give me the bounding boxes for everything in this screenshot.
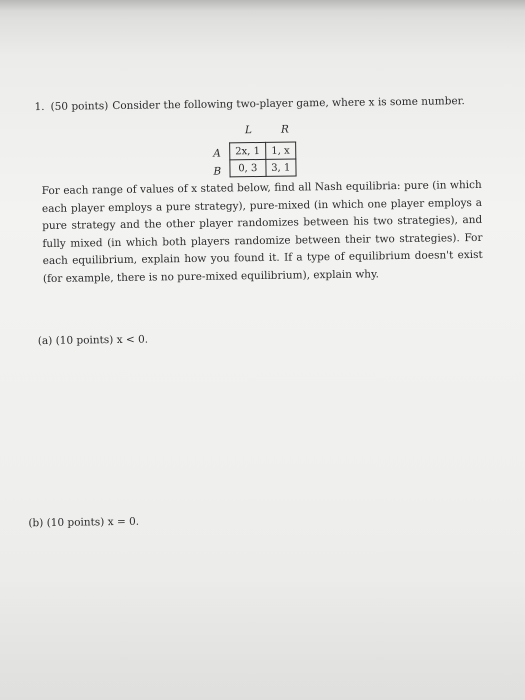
part-b bbox=[28, 516, 139, 530]
part-b-condition: x = 0. bbox=[107, 515, 140, 529]
payoff-table bbox=[229, 141, 296, 177]
cell-a-r: 1, x bbox=[265, 142, 295, 159]
cell-b-l: 0, 3 bbox=[230, 159, 266, 176]
question-points: (50 points) bbox=[50, 100, 109, 113]
part-a-points: (10 points) bbox=[55, 334, 114, 347]
table-row bbox=[230, 142, 296, 160]
part-b-label: (b) bbox=[28, 517, 44, 530]
cell-a-l: 2x, 1 bbox=[230, 142, 266, 159]
part-a-condition: x < 0. bbox=[116, 333, 149, 346]
question-header bbox=[34, 93, 465, 115]
part-a bbox=[38, 334, 148, 348]
row-label-a: A bbox=[213, 147, 221, 160]
column-header-l: L bbox=[244, 124, 252, 137]
bottom-vignette bbox=[0, 580, 525, 700]
instructions-paragraph: For each range of values of x stated below, find all Nash equilibria: pure (in which each player employs a pure strategy), pure-mixed (in which one player employs a pure strategy and the other player randomizes between his two strategies), and fully mixed (in which both players randomize between their two strategies). For each equilibrium, explain how you found it. If a type of equilibrium doesn't exist (for example, there is no pure-mixed equilibrium), explain why. bbox=[41, 178, 483, 285]
column-header-r: R bbox=[280, 123, 289, 136]
part-b-points: (10 points) bbox=[46, 516, 105, 529]
question-number: 1. bbox=[34, 100, 45, 114]
instructions-block bbox=[42, 177, 483, 288]
cell-b-r: 3, 1 bbox=[266, 159, 296, 176]
row-label-b: B bbox=[213, 165, 222, 178]
part-a-label: (a) bbox=[37, 334, 53, 348]
table-row bbox=[230, 159, 296, 177]
question-intro: Consider the following two-player game, where x is some number. bbox=[112, 95, 465, 113]
